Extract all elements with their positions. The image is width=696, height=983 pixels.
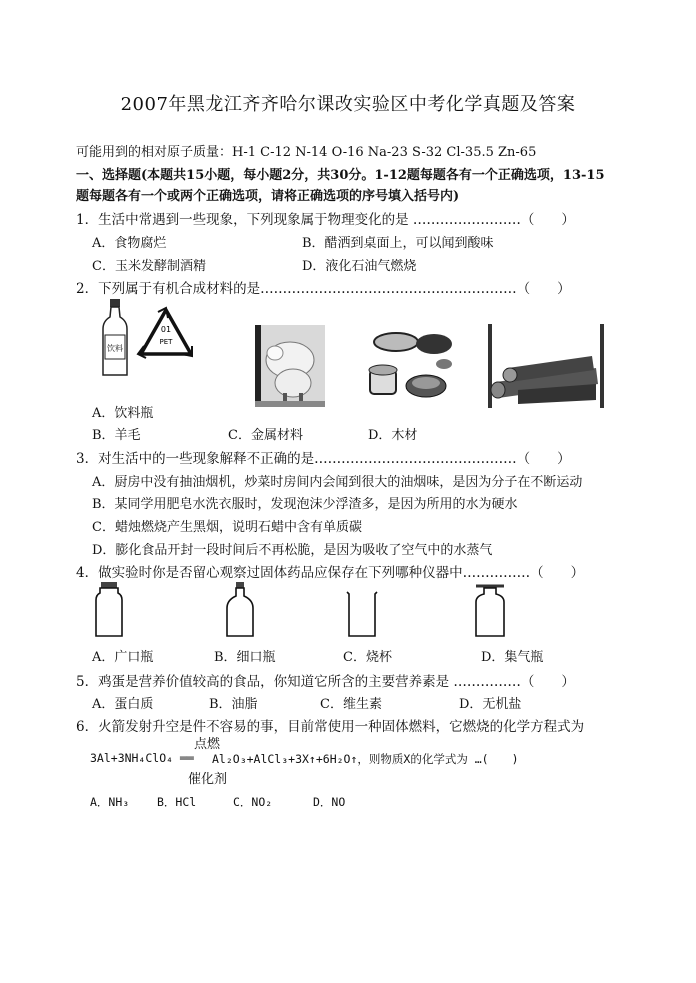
beaker-icon (345, 590, 379, 638)
q6-condition-catalyst: 催化剂 (188, 772, 228, 787)
q5-option-a: A．蛋白质 (92, 697, 154, 712)
recycle-text: PET (159, 338, 173, 346)
q3-option-d: D．膨化食品开封一段时间后不再松脆，是因为吸收了空气中的水蒸气 (92, 543, 493, 558)
atomic-masses: 可能用到的相对原子质量：H-1 C-12 N-14 O-16 Na-23 S-32 Cl-35.5 Zn-65 (76, 145, 537, 160)
q4-option-d: D．集气瓶 (481, 650, 544, 665)
page-title: 2007年黑龙江齐齐哈尔课改实验区中考化学真题及答案 (120, 94, 576, 115)
q5-option-b: B．油脂 (209, 697, 258, 712)
q6-condition-ignite: 点燃 (194, 737, 221, 752)
q6-stem: 6．火箭发射升空是件不容易的事，目前常使用一种固体燃料，它燃烧的化学方程式为 (76, 719, 585, 735)
q4-option-c: C．烧杯 (343, 650, 392, 665)
q6-equation-right: Al₂O₃+AlCl₃+3X↑+6H₂O↑，则物质X的化学式为 …( ) (212, 752, 519, 766)
q2-option-a: A．饮料瓶 (92, 406, 154, 421)
q2-option-d: D．木材 (368, 428, 418, 443)
q5-stem: 5．鸡蛋是营养价值较高的食品，你知道它所含的主要营养素是 ……………（ ） (76, 674, 575, 690)
metal-cookware-image (358, 328, 458, 406)
wide-mouth-bottle-icon (94, 580, 124, 638)
bottle-label: 饮料 (107, 344, 123, 353)
q1-option-d: D．液化石油气燃烧 (302, 259, 417, 274)
q5-option-c: C．维生素 (320, 697, 382, 712)
q6-option-c: C．NO₂ (233, 795, 273, 809)
q6-option-d: D．NO (313, 795, 346, 809)
q1-option-a: A．食物腐烂 (92, 236, 167, 251)
q1-option-c: C．玉米发酵制酒精 (92, 259, 206, 274)
q3-stem: 3．对生活中的一些现象解释不正确的是………………………………………（ ） (76, 451, 571, 467)
wool-sheep-image (255, 325, 325, 407)
q1-stem: 1．生活中常遇到一些现象，下列现象属于物理变化的是 ……………………（ ） (76, 212, 575, 228)
q5-option-d: D．无机盐 (459, 697, 522, 712)
q3-option-b: B．某同学用肥皂水洗衣服时，发现泡沫少浮渣多，是因为所用的水为硬水 (92, 497, 518, 512)
q2-stem: 2．下列属于有机合成材料的是…………………………………………………（ ） (76, 281, 571, 297)
q2-option-c: C．金属材料 (228, 428, 303, 443)
wood-logs-image (488, 324, 604, 408)
recycle-icon (136, 306, 196, 361)
q6-option-a: A．NH₃ (90, 795, 130, 809)
q4-stem: 4．做实验时你是否留心观察过固体药品应保存在下列哪种仪器中……………（ ） (76, 565, 585, 581)
q6-equation-left: 3Al+3NH₄ClO₄ ══ (90, 751, 194, 765)
section-heading-line2: 题每题各有一个或两个正确选项，请将正确选项的序号填入括号内) (76, 189, 460, 204)
bottle-image (100, 297, 130, 379)
narrow-mouth-bottle-icon (225, 580, 255, 638)
q4-option-a: A．广口瓶 (92, 650, 154, 665)
q6-option-b: B．HCl (157, 795, 197, 809)
section-heading-line1: 一、选择题(本题共15小题，每小题2分，共30分。1-12题每题各有一个正确选项，13-15 (76, 168, 605, 183)
q3-option-c: C．蜡烛燃烧产生黑烟，说明石蜡中含有单质碳 (92, 520, 362, 535)
q1-option-b: B．醋洒到桌面上，可以闻到酸味 (302, 236, 494, 251)
q4-option-b: B．细口瓶 (214, 650, 276, 665)
q2-option-b: B．羊毛 (92, 428, 141, 443)
gas-jar-icon (474, 582, 506, 638)
q3-option-a: A．厨房中没有抽油烟机，炒菜时房间内会闻到很大的油烟味，是因为分子在不断运动 (92, 475, 583, 490)
recycle-code: 01 (160, 325, 172, 334)
